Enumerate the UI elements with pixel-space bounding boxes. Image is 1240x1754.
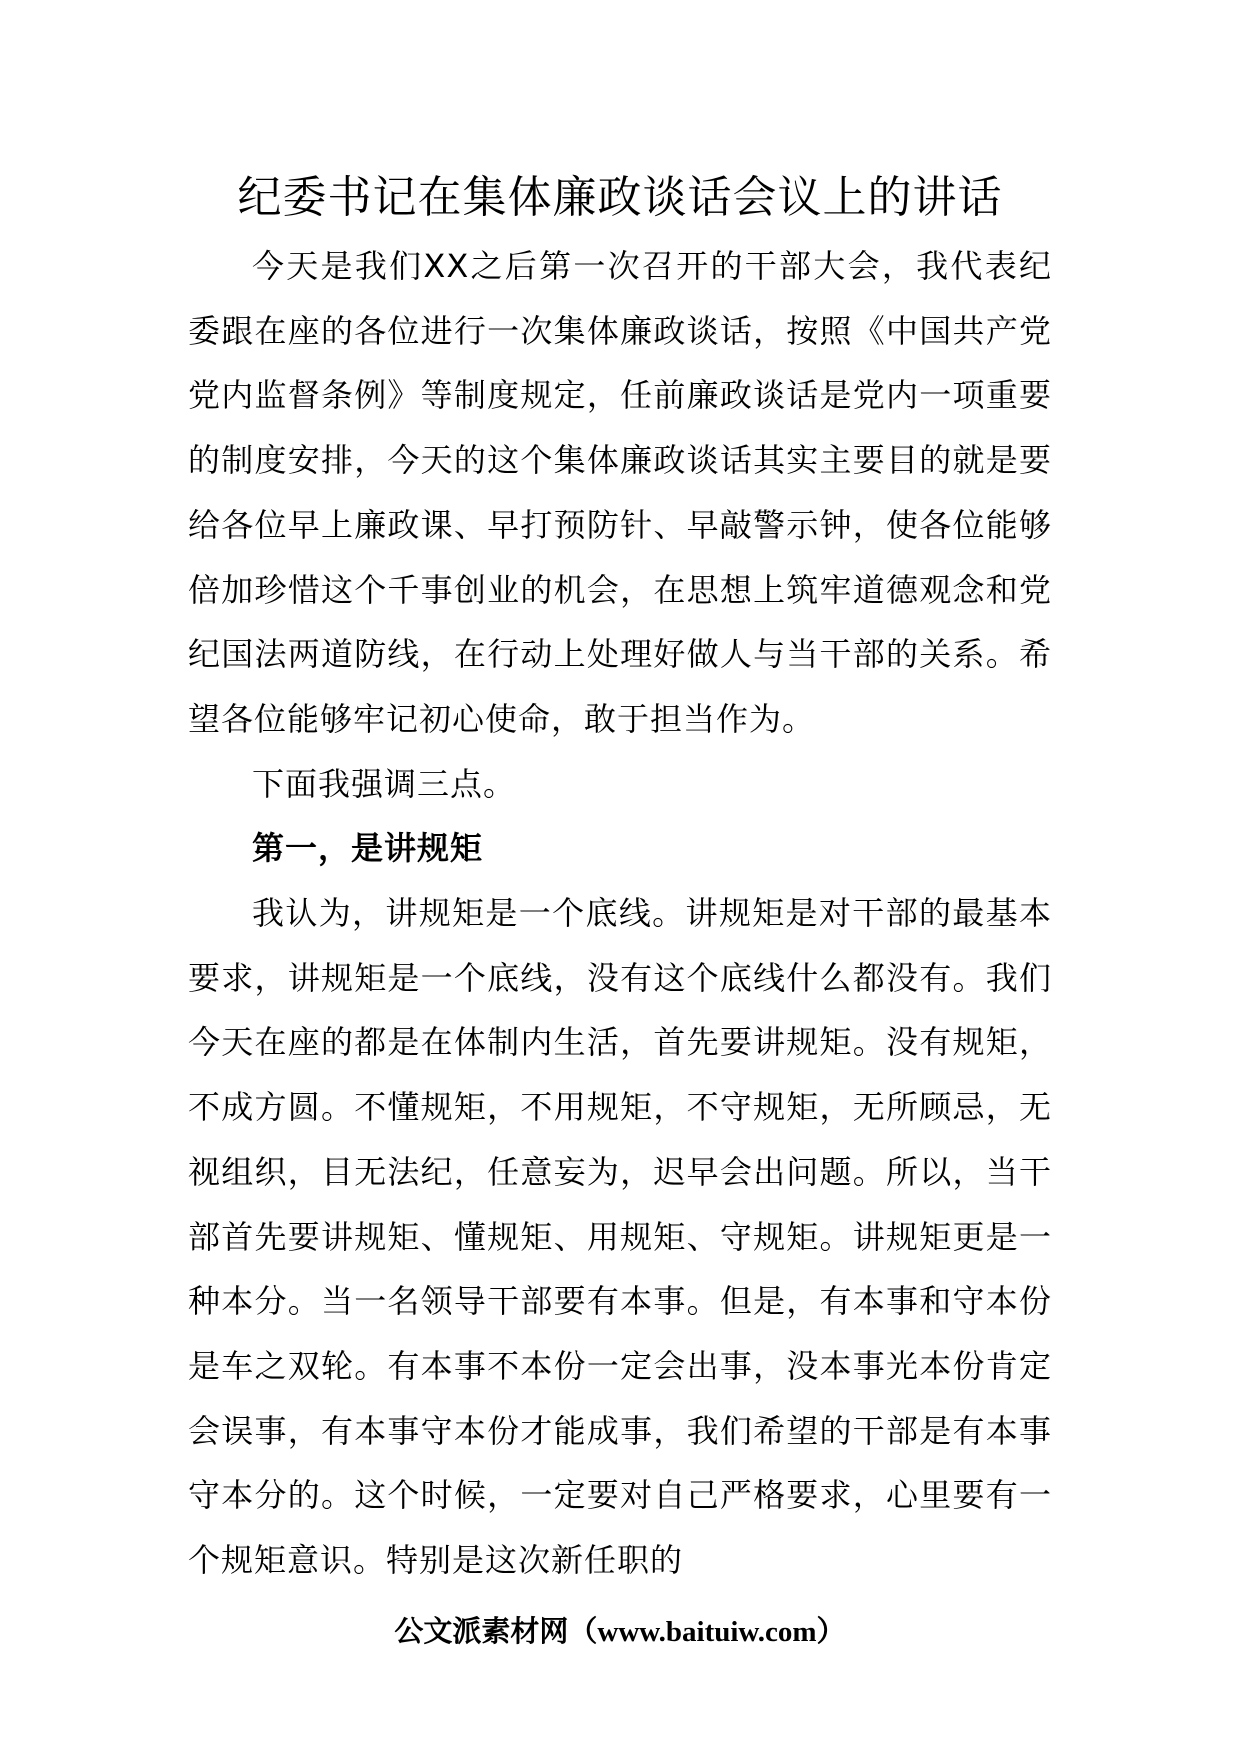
document-title: 纪委书记在集体廉政谈话会议上的讲话	[237, 172, 1003, 223]
footer-watermark: 公文派素材网（www.baituiw.com）	[394, 1616, 846, 1648]
paragraph-rules: 我认为，讲规矩是一个底线。讲规矩是对干部的最基本要求，讲规矩是一个底线，没有这个底线什么都没有。我们今天在座的都是在体制内生活，首先要讲规矩。没有规矩，不成方圆。不懂规矩，不用规矩，不守规矩，无所顾忌，无视组织，目无法纪，任意妄为，迟早会出问题。所以，当干部首先要讲规矩、懂规矩、用规矩、守规矩。讲规矩更是一种本分。当一名领导干部要有本事。但是，有本事和守本份是车之双轮。有本事不本份一定会出事，没本事光本份肯定会误事，有本事守本份才能成事，我们希望的干部是有本事守本分的。这个时候，一定要对自己严格要求，心里要有一个规矩意识。特别是这次新任职的	[188, 894, 1052, 1580]
document-body	[188, 234, 1052, 1593]
section-heading-first: 第一，是讲规矩	[252, 829, 484, 868]
paragraph-three-points: 下面我强调三点。	[252, 764, 517, 803]
paragraph-intro: 今天是我们XX之后第一次召开的干部大会，我代表纪委跟在座的各位进行一次集体廉政谈话，按照《中国共产党党内监督条例》等制度规定，任前廉政谈话是党内一项重要的制度安排，今天的这个集体廉政谈话其实主要目的就是要给各位早上廉政课、早打预防针、早敲警示钟，使各位能够倍加珍惜这个千事创业的机会，在思想上筑牢道德观念和党纪国法两道防线，在行动上处理好做人与当干部的关系。希望各位能够牢记初心使命，敢于担当作为。	[188, 247, 1052, 738]
